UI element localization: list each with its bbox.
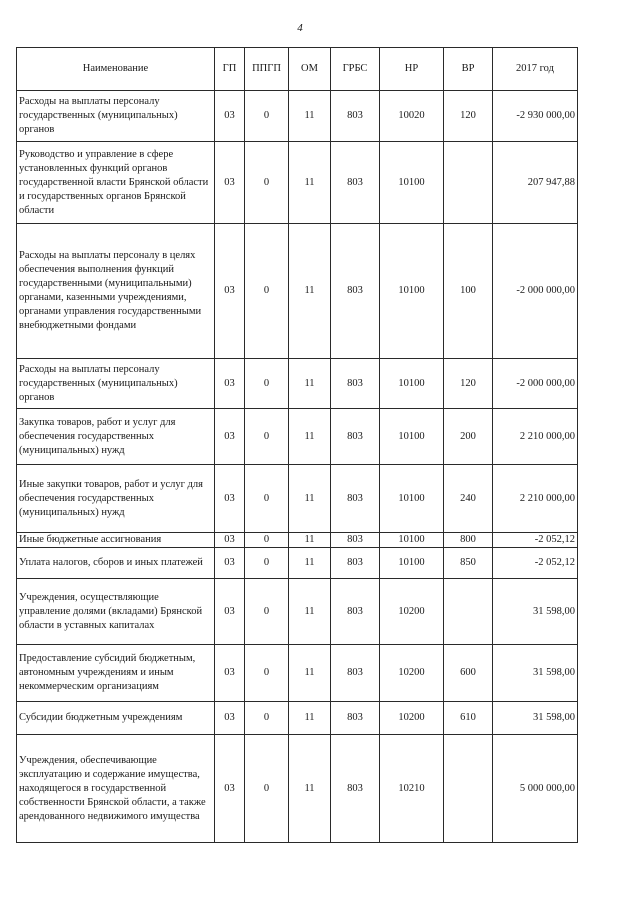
cell-amount: 31 598,00	[493, 645, 578, 702]
cell-grbs: 803	[331, 91, 380, 142]
cell-nr: 10200	[380, 702, 444, 735]
cell-gp: 03	[215, 645, 245, 702]
cell-grbs: 803	[331, 409, 380, 465]
cell-nr: 10100	[380, 548, 444, 579]
cell-vr: 200	[444, 409, 493, 465]
cell-grbs: 803	[331, 579, 380, 645]
table-row	[17, 142, 578, 224]
cell-ppgp: 0	[245, 91, 289, 142]
cell-grbs: 803	[331, 702, 380, 735]
cell-om: 11	[289, 91, 331, 142]
cell-nr: 10200	[380, 579, 444, 645]
cell-vr	[444, 142, 493, 224]
cell-amount: -2 930 000,00	[493, 91, 578, 142]
table-row	[17, 409, 578, 465]
cell-name: Руководство и управление в сфере установленных функций органов государственной власти Брянской области и государственных органов Брянской области	[17, 142, 215, 224]
cell-amount: -2 000 000,00	[493, 224, 578, 359]
cell-gp: 03	[215, 142, 245, 224]
cell-vr: 610	[444, 702, 493, 735]
header-om: ОМ	[289, 48, 331, 91]
cell-vr	[444, 579, 493, 645]
cell-name: Закупка товаров, работ и услуг для обеспечения государственных (муниципальных) нужд	[17, 409, 215, 465]
cell-ppgp: 0	[245, 735, 289, 843]
cell-nr: 10200	[380, 645, 444, 702]
cell-grbs: 803	[331, 142, 380, 224]
cell-name: Расходы на выплаты персоналу в целях обеспечения выполнения функций государственными (муниципальными) органами, казенными учреждениями, органами управления государственными внебюджетными фондами	[17, 224, 215, 359]
table-row	[17, 359, 578, 409]
table-row	[17, 548, 578, 579]
cell-ppgp: 0	[245, 359, 289, 409]
cell-amount: 5 000 000,00	[493, 735, 578, 843]
cell-gp: 03	[215, 465, 245, 533]
header-vr: ВР	[444, 48, 493, 91]
cell-name: Учреждения, обеспечивающие эксплуатацию и содержание имущества, находящегося в государственной собственности Брянской области, а также арендованного недвижимого имущества	[17, 735, 215, 843]
cell-gp: 03	[215, 224, 245, 359]
cell-om: 11	[289, 645, 331, 702]
cell-nr: 10100	[380, 142, 444, 224]
header-name: Наименование	[17, 48, 215, 91]
cell-amount: -2 052,12	[493, 548, 578, 579]
page-number: 4	[297, 22, 303, 34]
cell-amount: 31 598,00	[493, 702, 578, 735]
cell-ppgp: 0	[245, 579, 289, 645]
header-gp: ГП	[215, 48, 245, 91]
table-row	[17, 645, 578, 702]
cell-vr: 800	[444, 533, 493, 548]
cell-om: 11	[289, 359, 331, 409]
table-row	[17, 465, 578, 533]
cell-om: 11	[289, 465, 331, 533]
cell-ppgp: 0	[245, 548, 289, 579]
cell-amount: 31 598,00	[493, 579, 578, 645]
table-row	[17, 579, 578, 645]
cell-grbs: 803	[331, 359, 380, 409]
header-grbs: ГРБС	[331, 48, 380, 91]
cell-amount: 2 210 000,00	[493, 409, 578, 465]
cell-om: 11	[289, 702, 331, 735]
table-header-row	[17, 48, 578, 91]
table-row	[17, 702, 578, 735]
cell-grbs: 803	[331, 735, 380, 843]
cell-om: 11	[289, 579, 331, 645]
cell-om: 11	[289, 409, 331, 465]
cell-gp: 03	[215, 91, 245, 142]
table-row	[17, 735, 578, 843]
cell-name: Расходы на выплаты персоналу государственных (муниципальных) органов	[17, 91, 215, 142]
cell-nr: 10100	[380, 359, 444, 409]
cell-name: Субсидии бюджетным учреждениям	[17, 702, 215, 735]
cell-name: Предоставление субсидий бюджетным, автономным учреждениям и иным некоммерческим организациям	[17, 645, 215, 702]
cell-ppgp: 0	[245, 409, 289, 465]
cell-om: 11	[289, 735, 331, 843]
cell-gp: 03	[215, 579, 245, 645]
cell-amount: 2 210 000,00	[493, 465, 578, 533]
table-row	[17, 533, 578, 548]
cell-vr: 120	[444, 359, 493, 409]
cell-vr: 850	[444, 548, 493, 579]
cell-nr: 10020	[380, 91, 444, 142]
table-row	[17, 91, 578, 142]
cell-grbs: 803	[331, 465, 380, 533]
cell-gp: 03	[215, 735, 245, 843]
cell-ppgp: 0	[245, 533, 289, 548]
cell-grbs: 803	[331, 224, 380, 359]
cell-om: 11	[289, 548, 331, 579]
cell-amount: 207 947,88	[493, 142, 578, 224]
cell-name: Расходы на выплаты персоналу государственных (муниципальных) органов	[17, 359, 215, 409]
cell-nr: 10100	[380, 533, 444, 548]
cell-grbs: 803	[331, 533, 380, 548]
cell-ppgp: 0	[245, 224, 289, 359]
header-nr: НР	[380, 48, 444, 91]
cell-gp: 03	[215, 533, 245, 548]
header-year: 2017 год	[493, 48, 578, 91]
cell-gp: 03	[215, 409, 245, 465]
cell-grbs: 803	[331, 645, 380, 702]
cell-gp: 03	[215, 359, 245, 409]
cell-vr: 600	[444, 645, 493, 702]
cell-nr: 10210	[380, 735, 444, 843]
cell-amount: -2 052,12	[493, 533, 578, 548]
table-row	[17, 224, 578, 359]
cell-gp: 03	[215, 548, 245, 579]
cell-vr: 100	[444, 224, 493, 359]
cell-nr: 10100	[380, 409, 444, 465]
cell-vr: 120	[444, 91, 493, 142]
cell-name: Иные бюджетные ассигнования	[17, 533, 215, 548]
budget-table	[16, 47, 578, 843]
cell-ppgp: 0	[245, 702, 289, 735]
cell-gp: 03	[215, 702, 245, 735]
cell-vr	[444, 735, 493, 843]
cell-nr: 10100	[380, 465, 444, 533]
cell-om: 11	[289, 142, 331, 224]
header-ppgp: ППГП	[245, 48, 289, 91]
cell-name: Уплата налогов, сборов и иных платежей	[17, 548, 215, 579]
cell-ppgp: 0	[245, 645, 289, 702]
cell-ppgp: 0	[245, 142, 289, 224]
cell-name: Иные закупки товаров, работ и услуг для обеспечения государственных (муниципальных) нужд	[17, 465, 215, 533]
cell-om: 11	[289, 533, 331, 548]
cell-name: Учреждения, осуществляющие управление долями (вкладами) Брянской области в уставных капиталах	[17, 579, 215, 645]
cell-amount: -2 000 000,00	[493, 359, 578, 409]
cell-ppgp: 0	[245, 465, 289, 533]
cell-vr: 240	[444, 465, 493, 533]
cell-nr: 10100	[380, 224, 444, 359]
cell-grbs: 803	[331, 548, 380, 579]
cell-om: 11	[289, 224, 331, 359]
